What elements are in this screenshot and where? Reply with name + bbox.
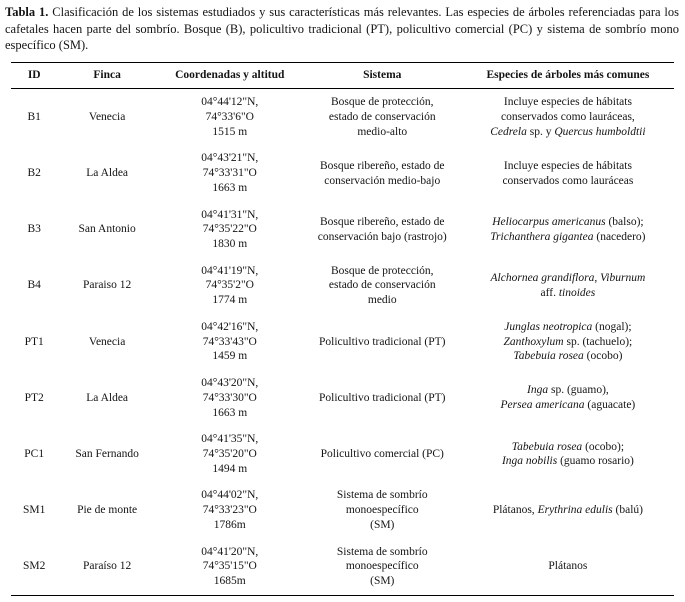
species-text: (ocobo); [582, 440, 625, 453]
cell-coordenadas: 04°41'20"N, 74°35'15"O 1685m [201, 545, 259, 587]
cell-coordenadas: 04°41'31"N, 74°35'22"O 1830 m [201, 208, 259, 251]
cell-id: B2 [27, 167, 41, 180]
table-caption-text: Clasificación de los sistemas estudiados y sus características más relevantes. Las especies de árboles referenciadas para los cafetales hacen parte del sombrío. Bosque (B), policultivo tradicional (PT), policultivo comercial (PC) y sistema de sombrío mono específico (SM). [5, 5, 679, 52]
species-text: (balso); [605, 215, 644, 228]
table-row [11, 89, 674, 146]
species-name: Persea americana [500, 399, 585, 412]
cell-coordenadas: 04°43'20"N, 74°33'30"O 1663 m [201, 377, 259, 419]
table-row [11, 314, 674, 370]
col-header-coordenadas: Coordenadas y altitud [157, 62, 303, 89]
cell-sistema: Sistema de sombrío monoespecífico (SM) [336, 489, 428, 531]
cell-especies [462, 202, 674, 258]
species-name: Erythrina edulis [537, 504, 613, 517]
table-row [11, 426, 674, 482]
cell-coordenadas: 04°44'12"N, 74°33'6"O 1515 m [201, 96, 259, 138]
systems-table [11, 62, 674, 596]
species-name: Alchornea grandiflora [490, 272, 595, 285]
species-text: (guamo rosario) [557, 455, 634, 468]
species-text: conservados como lauráceas [502, 174, 634, 187]
cell-id: SM1 [23, 504, 46, 517]
cell-coordenadas: 04°42'16"N, 74°33'43"O 1459 m [201, 320, 259, 363]
col-header-especies: Especies de árboles más comunes [462, 62, 674, 89]
species-name: Inga [527, 384, 549, 397]
cell-especies [462, 258, 674, 314]
cell-finca: La Aldea [86, 167, 129, 180]
species-name: Quercus humboldtii [554, 125, 646, 138]
species-name: Tabebuia rosea [513, 350, 584, 363]
cell-coordenadas: 04°44'02"N, 74°33'23"O 1786m [201, 489, 259, 531]
cell-sistema: Policultivo tradicional (PT) [319, 335, 446, 348]
cell-id: PT1 [24, 335, 44, 348]
species-text: sp. (guamo), [548, 384, 609, 397]
cell-coordenadas: 04°43'21"N, 74°33'31"O 1663 m [201, 152, 259, 194]
cell-especies [462, 145, 674, 201]
species-name: Tabebuia rosea [511, 440, 583, 453]
species-name: Junglas neotropica [504, 320, 593, 333]
species-name: Heliocarpus americanus [492, 215, 606, 228]
cell-id: B3 [27, 223, 41, 236]
table-row [11, 482, 674, 538]
cell-especies [462, 314, 674, 370]
cell-id: B4 [27, 279, 41, 292]
cell-sistema: Policultivo comercial (PC) [320, 447, 444, 460]
species-text: Incluye especies de hábitats [503, 96, 632, 109]
species-text: sp. (tachuelo); [563, 335, 633, 348]
cell-finca: Venecia [88, 335, 126, 348]
species-text: , [594, 272, 601, 285]
table-row [11, 370, 674, 426]
cell-finca: Paraiso 12 [83, 279, 132, 292]
cell-id: PC1 [24, 447, 45, 460]
cell-especies [462, 482, 674, 538]
species-text: (balú) [612, 504, 643, 517]
table-caption [5, 4, 679, 54]
species-name: Trichanthera gigantea [490, 230, 594, 243]
species-text: conservados como lauráceas, [501, 111, 635, 124]
cell-finca: Paraíso 12 [83, 560, 132, 573]
table-body [11, 89, 674, 595]
table-row [11, 145, 674, 201]
header-row [11, 62, 674, 89]
table-caption-label: Tabla 1. [5, 5, 49, 19]
cell-finca: Pie de monte [77, 504, 138, 517]
species-text: (aguacate) [584, 399, 636, 412]
table-row [11, 202, 674, 258]
cell-sistema: Bosque de protección, estado de conservación medio-alto [328, 96, 436, 138]
species-name: Viburnum [600, 272, 646, 285]
species-text: aff. [540, 286, 559, 299]
species-text: (ocobo) [583, 350, 623, 363]
cell-sistema: Policultivo tradicional (PT) [319, 391, 446, 404]
species-text: (nogal); [592, 320, 632, 333]
species-name: tinoides [558, 286, 596, 299]
cell-coordenadas: 04°41'19"N, 74°35'2"O 1774 m [201, 264, 259, 307]
cell-finca: San Fernando [75, 447, 139, 460]
species-name: Zanthoxylum [503, 335, 564, 348]
cell-id: SM2 [23, 560, 46, 573]
table-row [11, 258, 674, 314]
cell-sistema: Sistema de sombrío monoespecífico (SM) [336, 545, 428, 587]
cell-finca: San Antonio [78, 223, 136, 236]
table-row [11, 539, 674, 596]
species-text: Plátanos [548, 560, 588, 573]
cell-id: B1 [27, 111, 41, 124]
cell-especies [462, 370, 674, 426]
cell-especies [462, 89, 674, 146]
species-name: Cedrela [490, 125, 527, 138]
cell-especies [462, 539, 674, 596]
col-header-finca: Finca [57, 62, 156, 89]
col-header-sistema: Sistema [303, 62, 462, 89]
cell-id: PT2 [24, 391, 44, 404]
species-text: sp. y [526, 125, 555, 138]
cell-coordenadas: 04°41'35"N, 74°35'20"O 1494 m [201, 433, 259, 475]
cell-sistema: Bosque ribereño, estado de conservación bajo (rastrojo) [317, 215, 447, 243]
cell-sistema: Bosque de protección, estado de conservación medio [328, 264, 436, 307]
cell-finca: La Aldea [86, 391, 129, 404]
species-text: Plátanos, [492, 504, 538, 517]
cell-sistema: Bosque ribereño, estado de conservación medio-bajo [319, 159, 445, 187]
species-text: Incluye especies de hábitats [503, 159, 632, 172]
col-header-id: ID [11, 62, 57, 89]
cell-finca: Venecia [88, 111, 126, 124]
species-name: Inga nobilis [501, 455, 558, 468]
cell-especies [462, 426, 674, 482]
species-text: (nacedero) [593, 230, 646, 243]
